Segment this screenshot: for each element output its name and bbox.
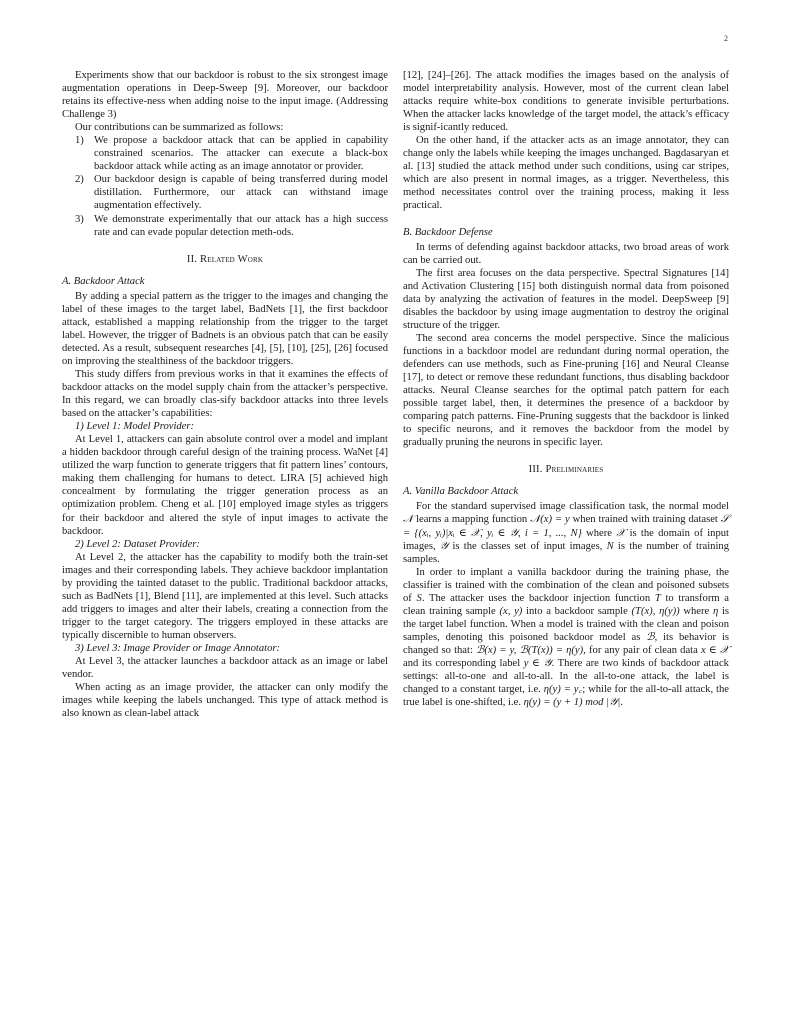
section-number: II. [186,253,198,265]
section-heading-related-work [62,253,388,266]
subsubsection-heading-level2: 2) Level 2: Dataset Provider: [75,538,200,550]
contributions-list [62,134,388,238]
paragraph: At Level 3, the attacker launches a backdoor attack as an image or label vendor. [62,656,388,681]
contributions-intro: Our contributions can be summarized as follows: [75,122,284,134]
contribution-number: 1) [75,135,84,147]
contribution-text: We propose a backdoor attack that can be applied in capability constrained scenarios. The attacker can execute a black-box backdoor attack while acting as an image annotator or provider. [94,135,388,173]
paragraph-vanilla-training: In order to implant a vanilla backdoor during the training phase, the classifier is trained with the combination of the clean and poisoned subsets of S. The attacker uses the backdoor injection function T to transform a clean training sample (x, y) into a backdoor sample (T(x), η(y)) where η is the target label function. When a model is trained with the clean and poison samples, denoting this poisoned backdoor model as ℬ, its behavior is changed so that: ℬ(x) = y, ℬ(T(x)) = η(y), for any pair of clean data x ∈ 𝒳 and its corresponding label y ∈ 𝒴. There are two kinds of backdoor attack settings: all-to-one and all-to-all. In the all-to-one attack, the label is changed to a constant target, i.e. η(y) = y꜀; while for the all-to-all attack, the true label is one-shifted, i.e. η(y) = (y + 1) mod |𝒴|. [403,566,730,709]
paragraph: When acting as an image provider, the attacker can only modify the images while keeping the labels unchanged. This type of attack method is also known as clean-label attack [62,682,388,720]
paragraph: This study differs from previous works in that it examines the effects of backdoor attacks on the model supply chain from the attacker’s perspective. In this regard, we can broadly clas-sify backdoor attacks into three levels based on the attacker’s capabilities: [62,368,388,420]
paragraph: At Level 2, the attacker has the capability to modify both the train-set images and their corresponding labels. They achieve backdoor implantation by providing the tainted dataset to the public. Traditional backdoor attacks, such as BadNets [1], Blend [11], are implemented at this level. Such attacks add triggers to images and alter their labels, creating a connection from the trigger to the target category. The triggers employed in these attacks are typically discernible to human observers. [62,551,388,641]
subsection-heading-vanilla-backdoor: A. Vanilla Backdoor Attack [403,486,519,498]
paragraph: On the other hand, if the attacker acts as an image annotator, they can change only the labels while keeping the images unchanged. Bagdasaryan et al. [13] studied the attack method under such conditions, using car stripes, which are also present in normal images, as a trigger. Nevertheless, this method necessitates control over the training process, making it less practical. [403,135,729,212]
math-inline: ℬ [646,631,655,643]
math-inline: 𝒩 [403,514,414,526]
math-inline: (T(x), η(y)) [631,605,680,617]
subsubsection-heading-level3: 3) Level 3: Image Provider or Image Annotator: [75,642,281,654]
section-title: Related Work [200,253,264,265]
paragraph-vanilla-definition: For the standard supervised image classification task, the normal model 𝒩 learns a mapping function 𝒩(x) = y when trained with training dataset 𝒮 = {(xᵢ, yᵢ)|xᵢ ∈ 𝒳, yᵢ ∈ 𝒴, i = 1, ..., N} where 𝒳 is the domain of input images, 𝒴 is the classes set of input images, N is the number of training samples. [403,501,730,565]
math-inline: ℬ(x) = y, ℬ(T(x)) = η(y) [476,644,584,656]
contribution-item [62,134,388,173]
math-inline: η(y) = (y + 1) mod |𝒴| [523,697,621,709]
math-inline: N [606,540,614,552]
paragraph-continuation: [12], [24]–[26]. The attack modifies the images based on the analysis of model interpretability analysis. However, most of the current clean label attacks require white-box conditions to generate invisible perturbations. When the attacker lacks knowledge of the target model, the attack’s efficacy is signif-icantly reduced. [403,70,729,134]
math-inline: η(y) = y꜀ [543,684,583,696]
paragraph: In terms of defending against backdoor attacks, two broad areas of work can be carried out. [403,241,729,266]
contribution-text: We demonstrate experimentally that our attack has a high success rate and can evade popular detection meth-ods. [94,213,388,238]
contribution-item [62,173,388,212]
math-inline: T [654,592,661,604]
math-inline: 𝒩(x) = y [530,514,570,526]
contribution-item [62,213,388,239]
math-inline: 𝒮 = {(xᵢ, yᵢ)|xᵢ ∈ 𝒳, yᵢ ∈ 𝒴, i = 1, ..., N} [403,514,729,539]
subsection-heading-backdoor-attack: A. Backdoor Attack [62,275,145,287]
paragraph: By adding a special pattern as the trigger to the images and changing the label of these images to the target label, BadNets [1], the first backdoor attack, established a mapping relationship from the trigger to the target label. However, the trigger of Badnets is an obvious patch that can be easily detected. As a result, subsequent researches [4], [5], [10], [25], [26] focused on improving the stealthiness of the backdoor triggers. [62,290,388,367]
contribution-number: 3) [75,213,84,225]
right-column [403,69,729,709]
math-inline: S [416,592,422,604]
subsection-heading-backdoor-defense: B. Backdoor Defense [403,226,493,238]
section-title: Preliminaries [545,464,604,476]
paragraph: The second area concerns the model perspective. Since the malicious functions in a backdoor model are redundant during normal operation, the defenders can use methods, such as Fine-pruning [16] and Neural Cleanse [17], to detect or remove these redundant functions, thus disabling backdoor attacks. Neural Cleanse searches for the optimal patch pattern for each possible target label, then, it determines the presence of a backdoor by comparing patch patterns. Fine-Pruning suggests that the backdoor is linked to specific neurons, and it removes the backdoor from the model by gradually pruning the neurons in specific layer. [403,332,729,449]
section-heading-preliminaries [403,463,729,476]
math-inline: η [712,605,719,617]
left-column [62,69,388,720]
paragraph: At Level 1, attackers can gain absolute control over a model and implant a hidden backdoor through careful design of the training process. WaNet [4] utilized the warp function to generate triggers that fit pattern lines’ contours, making them challenging for humans to detect. LIRA [5] achieved high concealment by formulating the trigger generation process as an optimization problem. Cheng et al. [10] employed image styles as triggers for their backdoor and altered the style of input images to activate the backdoor. [62,434,388,537]
page-number: 2 [724,34,728,43]
math-inline: 𝒴 [439,540,449,552]
math-inline: x ∈ 𝒳 [701,644,730,656]
contribution-number: 2) [75,174,84,186]
contribution-text: Our backdoor design is capable of being transferred during model distillation. Furthermore, our attack can withstand image augmentation effectively. [94,174,388,212]
subsubsection-heading-level1: 1) Level 1: Model Provider: [75,421,195,433]
math-inline: (x, y) [499,605,523,617]
math-inline: y ∈ 𝒴 [523,657,552,669]
intro-continuation: Experiments show that our backdoor is robust to the six strongest image augmentation operations in Deep-Sweep [9]. Moreover, our backdoor retains its effective-ness when adding noise to the input image. (Addressing Challenge 3) [62,70,388,121]
section-number: III. [528,464,543,476]
math-inline: 𝒳 [616,527,626,539]
paragraph: The first area focuses on the data perspective. Spectral Signatures [14] and Activation Clustering [15] both distinguish normal data from poisoned data by analyzing the activation of features in the model. DeepSweep [9] disables the backdoor by using image augmentation to destroy the original structure of the trigger. [403,267,729,331]
